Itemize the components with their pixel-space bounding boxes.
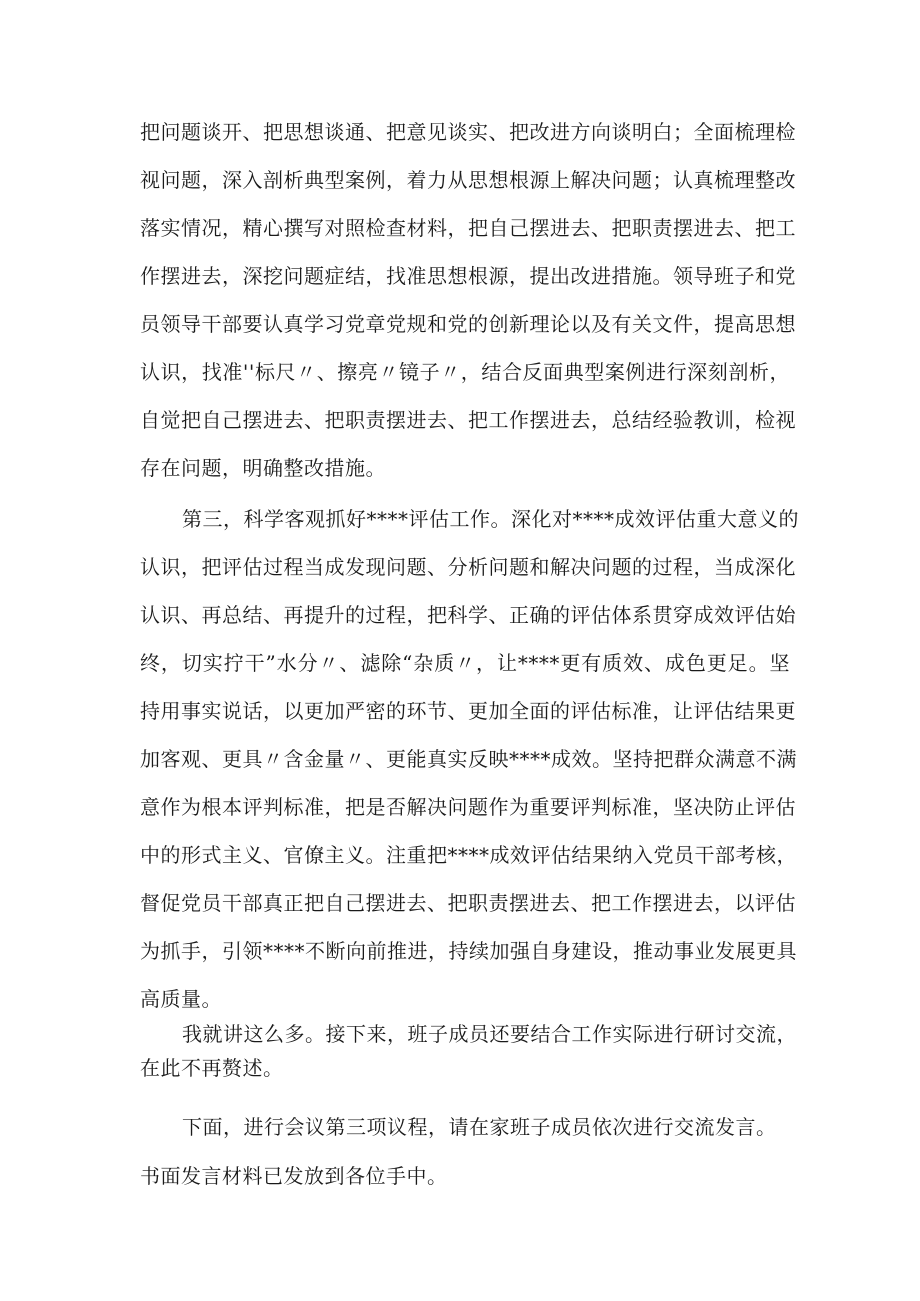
text-line: 把问题谈开、把思想谈通、把意见谈实、把改进方向谈明白；全面梳理检	[140, 120, 796, 144]
text-line: 在此不再赘述。	[140, 1056, 284, 1080]
text-line: 我就讲这么多。接下来，班子成员还要结合工作实际进行研讨交流，	[182, 1022, 797, 1046]
text-line: 存在问题，明确整改措施。	[140, 456, 386, 480]
text-line: 高质量。	[140, 987, 222, 1011]
text-line: 作摆进去，深挖问题症结，找准思想根源，提出改进措施。领导班子和党	[140, 264, 796, 288]
text-line: 加客观、更具〃含金量〃、更能真实反映****成效。坚持把群众满意不满	[140, 747, 797, 771]
text-line: 下面，进行会议第三项议程，请在家班子成员依次进行交流发言。	[182, 1115, 777, 1139]
text-line: 书面发言材料已发放到各位手中。	[140, 1164, 448, 1188]
text-line: 持用事实说话，以更加严密的环节、更加全面的评估标准，让评估结果更	[140, 699, 796, 723]
text-line: 落实情况，精心撰写对照检查材料，把自己摆进去、把职责摆进去、把工	[140, 216, 796, 240]
text-line: 意作为根本评判标准，把是否解决问题作为重要评判标准，坚决防止评估	[140, 795, 796, 819]
text-line: 认识，找准''标尺〃、擦亮〃镜子〃，结合反面典型案例进行深刻剖析，	[140, 360, 790, 384]
text-line: 第三，科学客观抓好****评估工作。深化对****成效评估重大意义的	[182, 507, 799, 531]
text-line: 为抓手，引领****不断向前推进，持续加强自身建设，推动事业发展更具	[140, 939, 797, 963]
text-line: 视问题，深入剖析典型案例，着力从思想根源上解决问题；认真梳理整改	[140, 168, 796, 192]
text-line: 认识、再总结、再提升的过程，把科学、正确的评估体系贯穿成效评估始	[140, 603, 796, 627]
text-line: 自觉把自己摆进去、把职责摆进去、把工作摆进去，总结经验教训，检视	[140, 408, 796, 432]
text-line: 督促党员干部真正把自己摆进去、把职责摆进去、把工作摆进去，以评估	[140, 891, 796, 915]
text-line: 员领导干部要认真学习党章党规和党的创新理论以及有关文件，提高思想	[140, 312, 796, 336]
text-line: 中的形式主义、官僚主义。注重把****成效评估结果纳入党员干部考核，	[140, 843, 797, 867]
text-line: 认识，把评估过程当成发现问题、分析问题和解决问题的过程，当成深化	[140, 555, 796, 579]
text-line: 终，切实拧干”水分〃、滤除“杂质〃，让****更有质效、成色更足。坚	[140, 651, 790, 675]
